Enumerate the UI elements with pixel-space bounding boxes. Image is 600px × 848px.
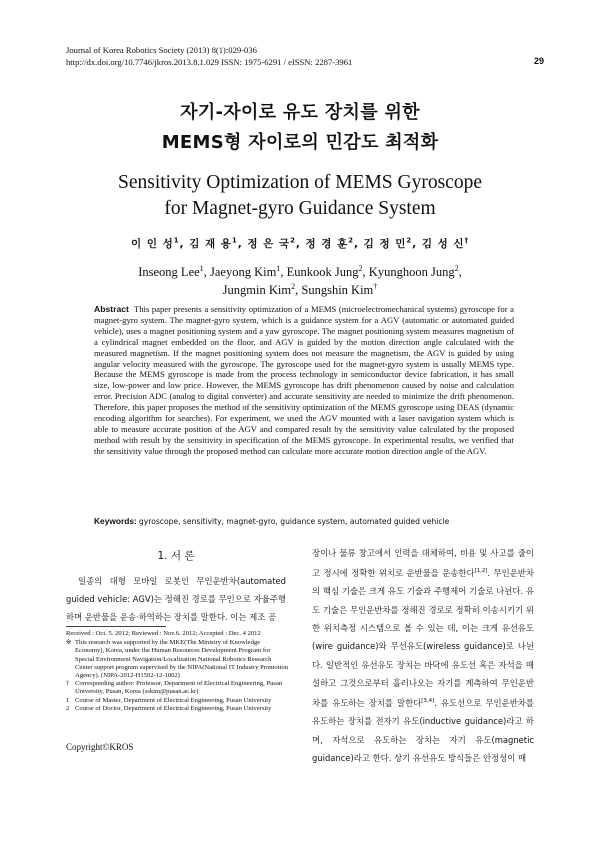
english-author: Inseong Lee$^1$ xyxy=(138,264,204,280)
citation-ref: [3,4] xyxy=(421,698,435,705)
footnote-item: 1 Course of Master, Department of Electrical Engineering, Pusan University xyxy=(66,696,272,704)
english-author-list-line-1: Inseong Lee$^1$, Jaeyong Kim$^1$, Eunkook Jung$^2$, Kyunghoon Jung$^2$, xyxy=(138,264,462,280)
keywords xyxy=(94,516,524,526)
citation-ref: [1,2] xyxy=(474,568,488,575)
english-author: Kyunghoon Jung$^2$ xyxy=(368,264,459,280)
korean-title-line-2: MEMS형 자이로의 민감도 최적화 xyxy=(161,132,439,153)
korean-author: 정 은 국$^2$ xyxy=(247,236,296,250)
body-paragraph: 장이나 물류 창고에서 인력을 대체하여, 비용 및 사고를 줄이고 정시에 정확한 위치로 운반물을 운송한다[1,2]. 무인운반차의 핵심 기술은 크게 유도 기술과 주행제어 기술로 나뉜다. 유도 기술은 무인운반차를 정해진 경로로 정확히 이송시키기 위한 위치측정 시스템으로 볼 수 있는 데, 이는 크게 유선유도(wire guidance)와 무선유도(wireless guidance)로 나뉜다. 일반적인 유선유도 장치는 바닥에 유도선 혹은 자석을 매설하고 그것으로부터 흘러나오는 자기를 계측하여 무인운반차를 유도하는 장치를 말한다[3,4]. 유도선으로 무인운반차를 유도하는 장치를 전자기 유도(inductive guidance)라고 하며, 자석으로 유도하는 장치는 자기 유도(magnetic guidance)라고 한다. 상기 유선유도 방식들은 안정성이 매 xyxy=(312,548,534,763)
abstract xyxy=(94,304,514,457)
english-author: Eunkook Jung$^2$ xyxy=(286,264,363,280)
korean-author: 이 인 성$^1$ xyxy=(131,236,180,250)
journal-doi-issn: http://dx.doi.org/10.7746/jkros.2013.8.1.029 ISSN: 1975-6291 / eISSN: 2287-3961 xyxy=(66,57,353,67)
page-number: 29 xyxy=(533,56,544,66)
journal-header xyxy=(66,44,352,68)
korean-title-line-1: 자기-자이로 유도 장치를 위한 xyxy=(180,102,420,123)
abstract-text: This paper presents a sensitivity optimization of a MEMS (microelectromechanical systems) gyroscope for a magnet-gyro system. The magnet-gyro system, which is a guidance system for a AGV (automatic or automated guided vehicle), uses a magnet positioning system and a yaw gyroscope. The magnet positioning system measures magnetism of a cylindrical magnet embedded on the floor, and AGV is guided by the motion direction angle calculated with the measured magnetism. If the magnet positioning system does not measure the magnetism, the AGV is guided by using angular velocity measured with the gyroscope. The gyroscope used for the magnet-gyro system is usually MEMS type. Because the MEMS gyroscope is made from the process technology in semiconductor device fabrication, it has small size, low-power and low price. However, the MEMS gyroscope has drift phenomenon caused by noise and calculation error. Precision ADC (analog to digital converter) and accurate sensitivity are needed to minimize the drift phenomenon. Therefore, this paper proposes the method of the sensitivity optimization of the MEMS gyroscope using DEAS (dynamic encoding algorithm for searches). For experiment, we used the AGV mounted with a laser navigation system which is able to measure accurate position of the AGV and compared result by the sensitivity value calculated by the proposed method with result by the sensitivity in specification of the MEMS gyroscope. In experimental results, we verified that the sensitivity value through the proposed method can calculate more accurate motion direction angle of the AGV. xyxy=(94,304,514,456)
keywords-label: Keywords: xyxy=(94,516,137,526)
footnote-item: 2 Course of Doctor, Department of Electrical Engineering, Pusan University xyxy=(66,704,272,712)
korean-author: 김 재 용$^1$ xyxy=(189,236,238,250)
english-title-line-2: for Magnet-gyro Guidance System xyxy=(164,198,436,219)
copyright-notice: Copyright©KROS xyxy=(66,742,134,752)
journal-citation: Journal of Korea Robotics Society (2013) 8(1):029-036 xyxy=(66,45,257,55)
section-heading: 1. 서 론 xyxy=(157,550,195,562)
english-author-list-line-2: Jungmin Kim$^2$, Sungshin Kim† xyxy=(222,282,378,298)
left-column-body xyxy=(66,572,286,626)
right-column-body xyxy=(312,544,534,767)
footnote-item: † Corresponding author: Professor, Department of Electrical Engineering, Pusan University, Pusan, Korea (sskim@pusan.ac.kr) xyxy=(66,680,283,696)
keywords-text: gyroscope, sensitivity, magnet-gyro, guidance system, automated guided vehicle xyxy=(138,517,450,526)
korean-author: 김 정 민$^2$ xyxy=(363,236,413,250)
korean-author: 정 경 훈$^2$ xyxy=(305,236,354,250)
english-author: Jungmin Kim$^2$ xyxy=(222,282,296,298)
korean-author-list: 이 인 성$^1$, 김 재 용$^1$, 정 은 국$^2$, 정 경 훈$^2$, 김 정 민$^2$, 김 성 신† xyxy=(131,236,469,250)
english-author: Sungshin Kim† xyxy=(301,282,378,298)
footnotes xyxy=(66,630,290,713)
english-title-line-1: Sensitivity Optimization of MEMS Gyroscope xyxy=(118,172,482,193)
abstract-label: Abstract xyxy=(94,304,129,314)
footnote-divider xyxy=(66,626,166,627)
korean-author: 김 성 신† xyxy=(421,236,469,250)
body-paragraph: 일종의 대형 모바일 로봇인 무인운반차(automated guided vehicle: AGV)는 정해진 경로를 무인으로 자율주행하며 운반물을 운송·하역하는 장치를 말한다. 이는 제조 공 xyxy=(66,576,286,622)
received-dates: Received : Oct. 5. 2012; Reviewed : Nov.6. 2012; Accepted : Dec. 4 2012 xyxy=(66,630,261,637)
footnote-item: ※ This research was supported by the MKE(The Ministry of Knowledge Economy), Korea, under the Human Resources Development Program for Special Environment Navigation/Localization National Robotics Research Center support program supervised by the NIPA(National IT Industry Promotion Agency). (NIPA-2012-H1502-12-1002) xyxy=(66,639,288,680)
english-author: Jaeyong Kim$^1$ xyxy=(209,264,281,280)
